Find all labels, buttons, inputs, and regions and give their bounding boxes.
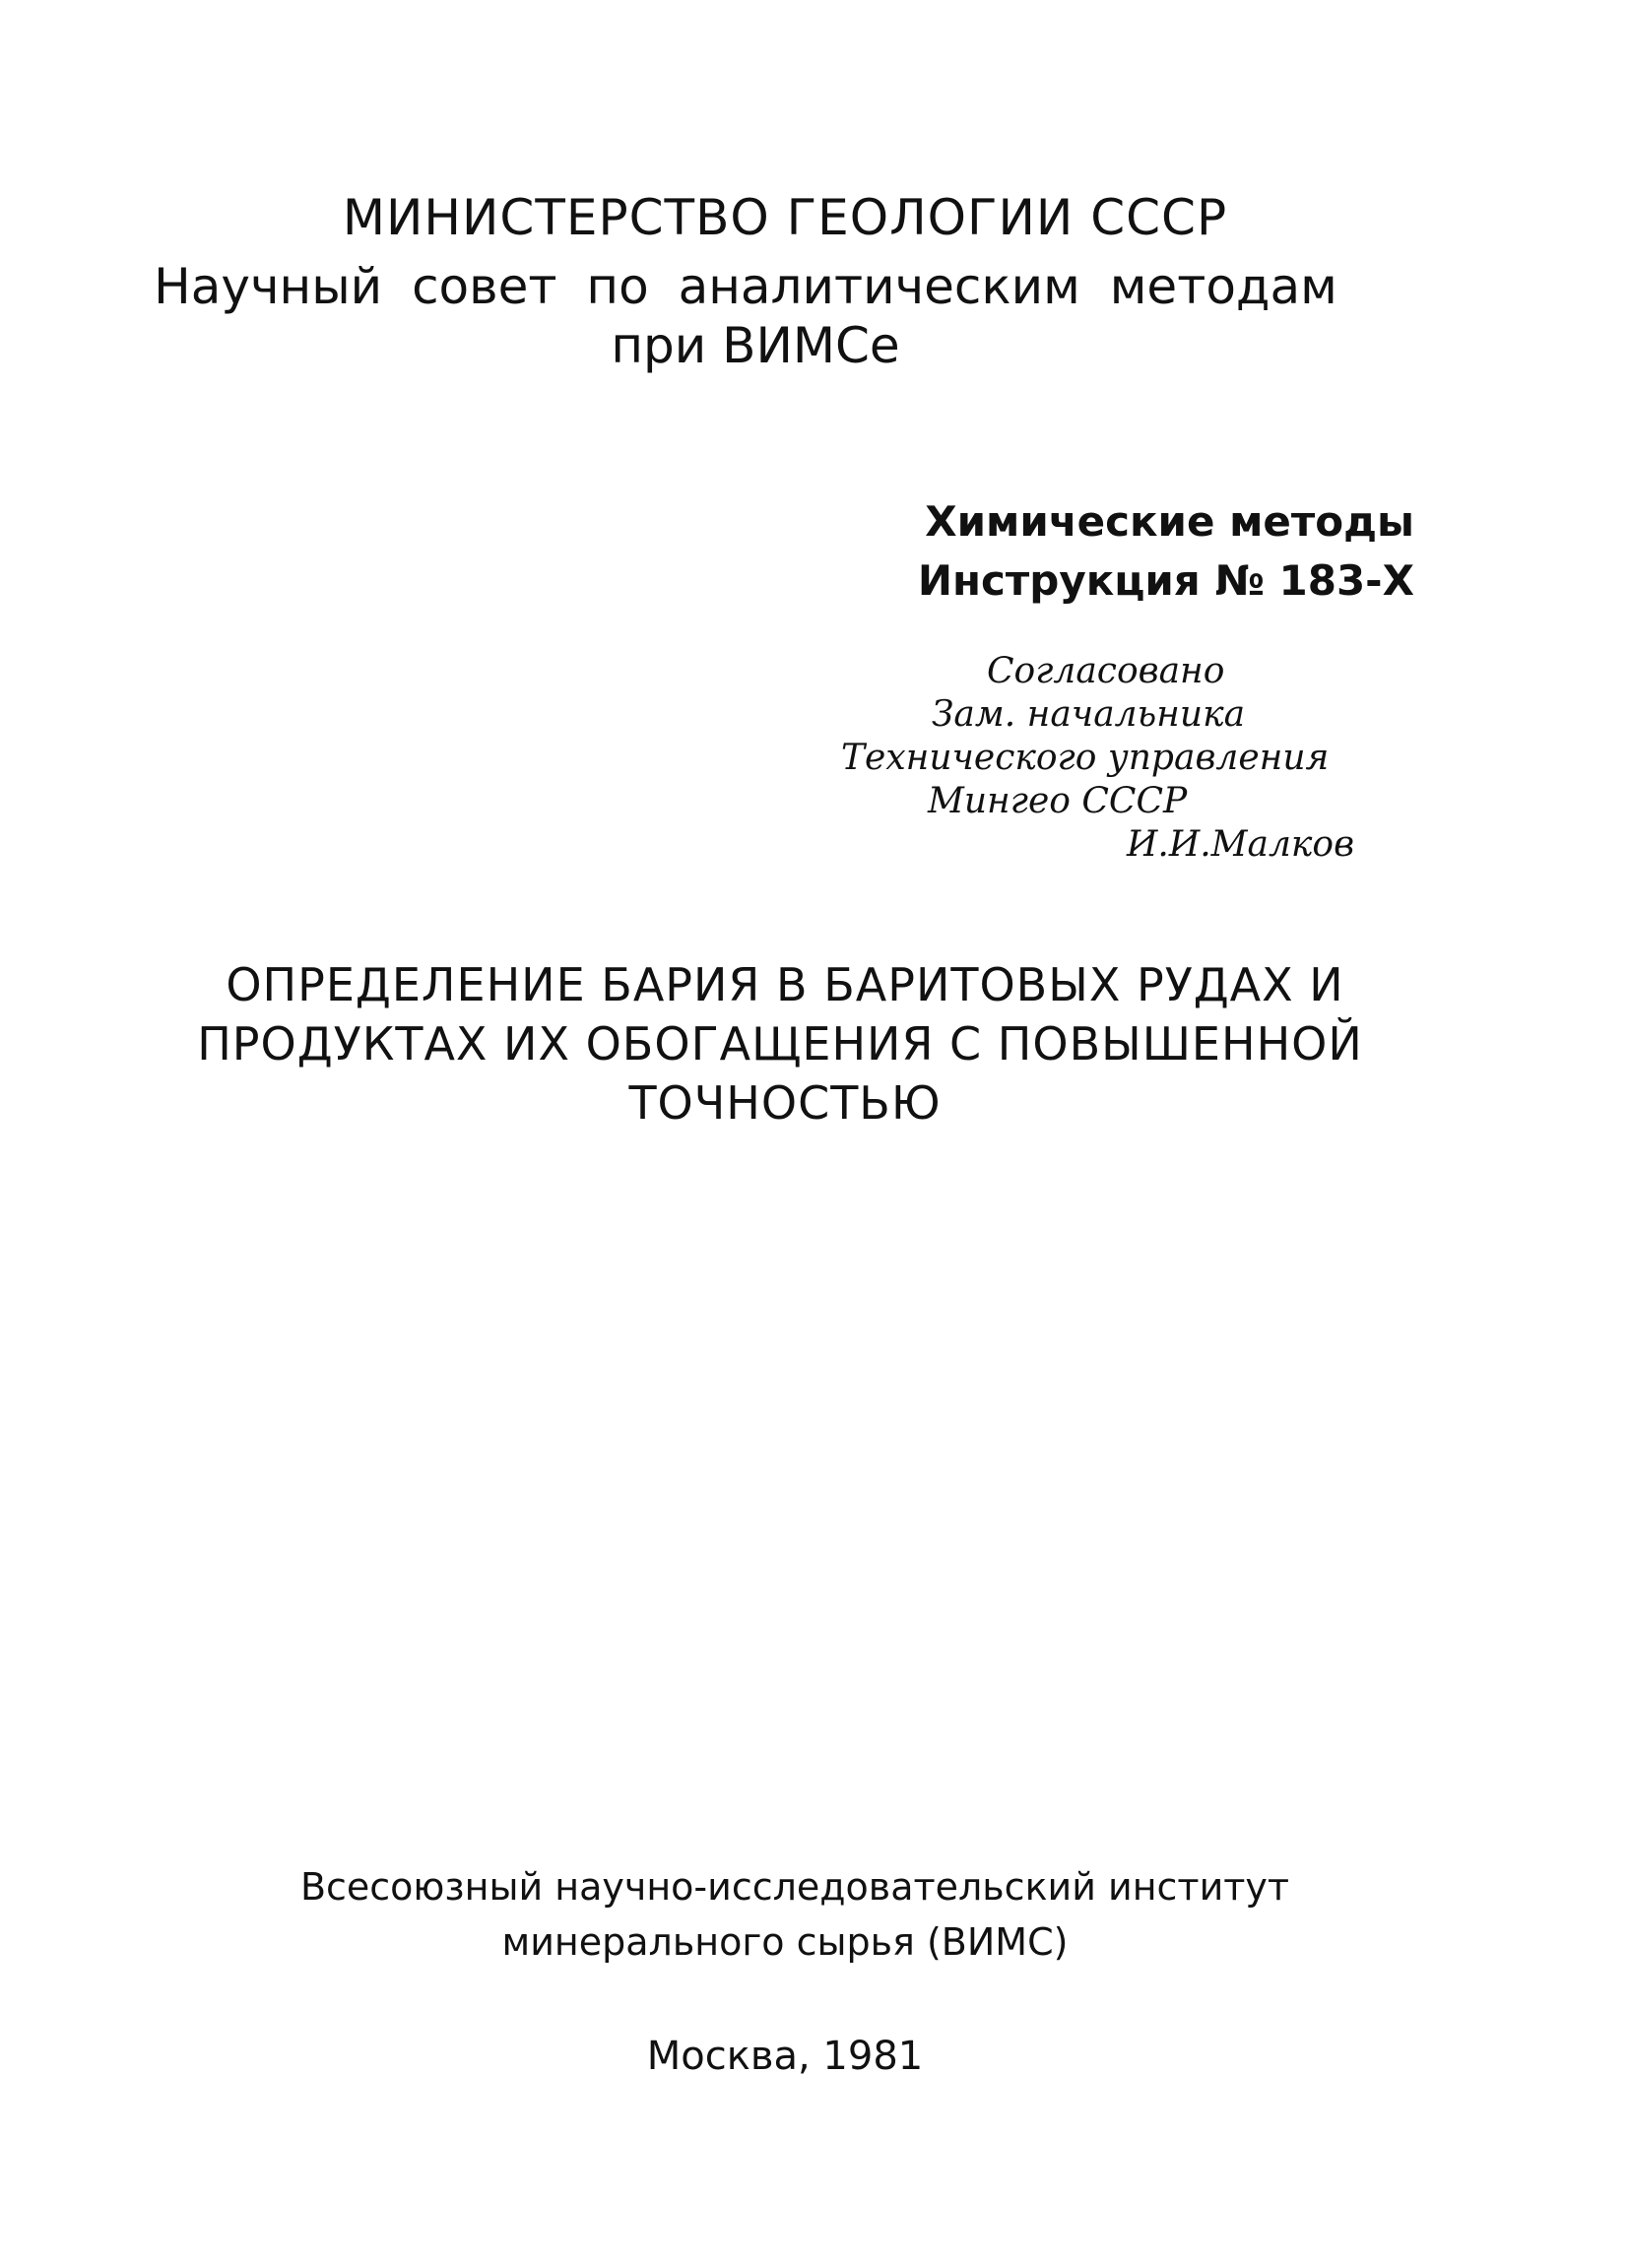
ministry-name: МИНИСТЕРСТВО ГЕОЛОГИИ СССР — [342, 189, 1228, 246]
instruction-number: Инструкция № 183-Х — [917, 556, 1414, 605]
document-title — [0, 955, 1629, 1133]
approval-line-3: Технического управления — [841, 738, 1330, 778]
series-category: Химические методы — [925, 497, 1414, 546]
approval-signatory: И.И.Малков — [1127, 824, 1355, 865]
title-line-1: ОПРЕДЕЛЕНИЕ БАРИЯ В БАРИТОВЫХ РУДАХ И — [226, 958, 1344, 1011]
publisher-block — [0, 1859, 1629, 1970]
imprint — [0, 2034, 1629, 2079]
council-name-line1: Научный совет по аналитическим методам — [154, 258, 1337, 315]
approval-line-1: Согласовано — [987, 651, 1225, 691]
council-heading — [0, 258, 1560, 315]
council-heading-cont — [0, 317, 1570, 374]
series-block — [918, 492, 1414, 611]
city-year: Москва, 1981 — [646, 2034, 924, 2079]
title-line-2: ПРОДУКТАХ ИХ ОБОГАЩЕНИЯ С ПОВЫШЕННОЙ — [197, 1017, 1363, 1070]
approval-block — [831, 650, 1422, 867]
approval-line-2: Зам. начальника — [932, 694, 1246, 735]
publisher-line-1: Всесоюзный научно-исследовательский институт — [299, 1865, 1290, 1909]
approval-line-4: Мингео СССР — [928, 781, 1188, 821]
ministry-heading — [0, 189, 1599, 246]
publisher-line-2: минерального сырья (ВИМС) — [501, 1920, 1069, 1964]
title-line-3: ТОЧНОСТЬЮ — [628, 1076, 942, 1130]
council-name-line2: при ВИМСе — [611, 317, 900, 374]
